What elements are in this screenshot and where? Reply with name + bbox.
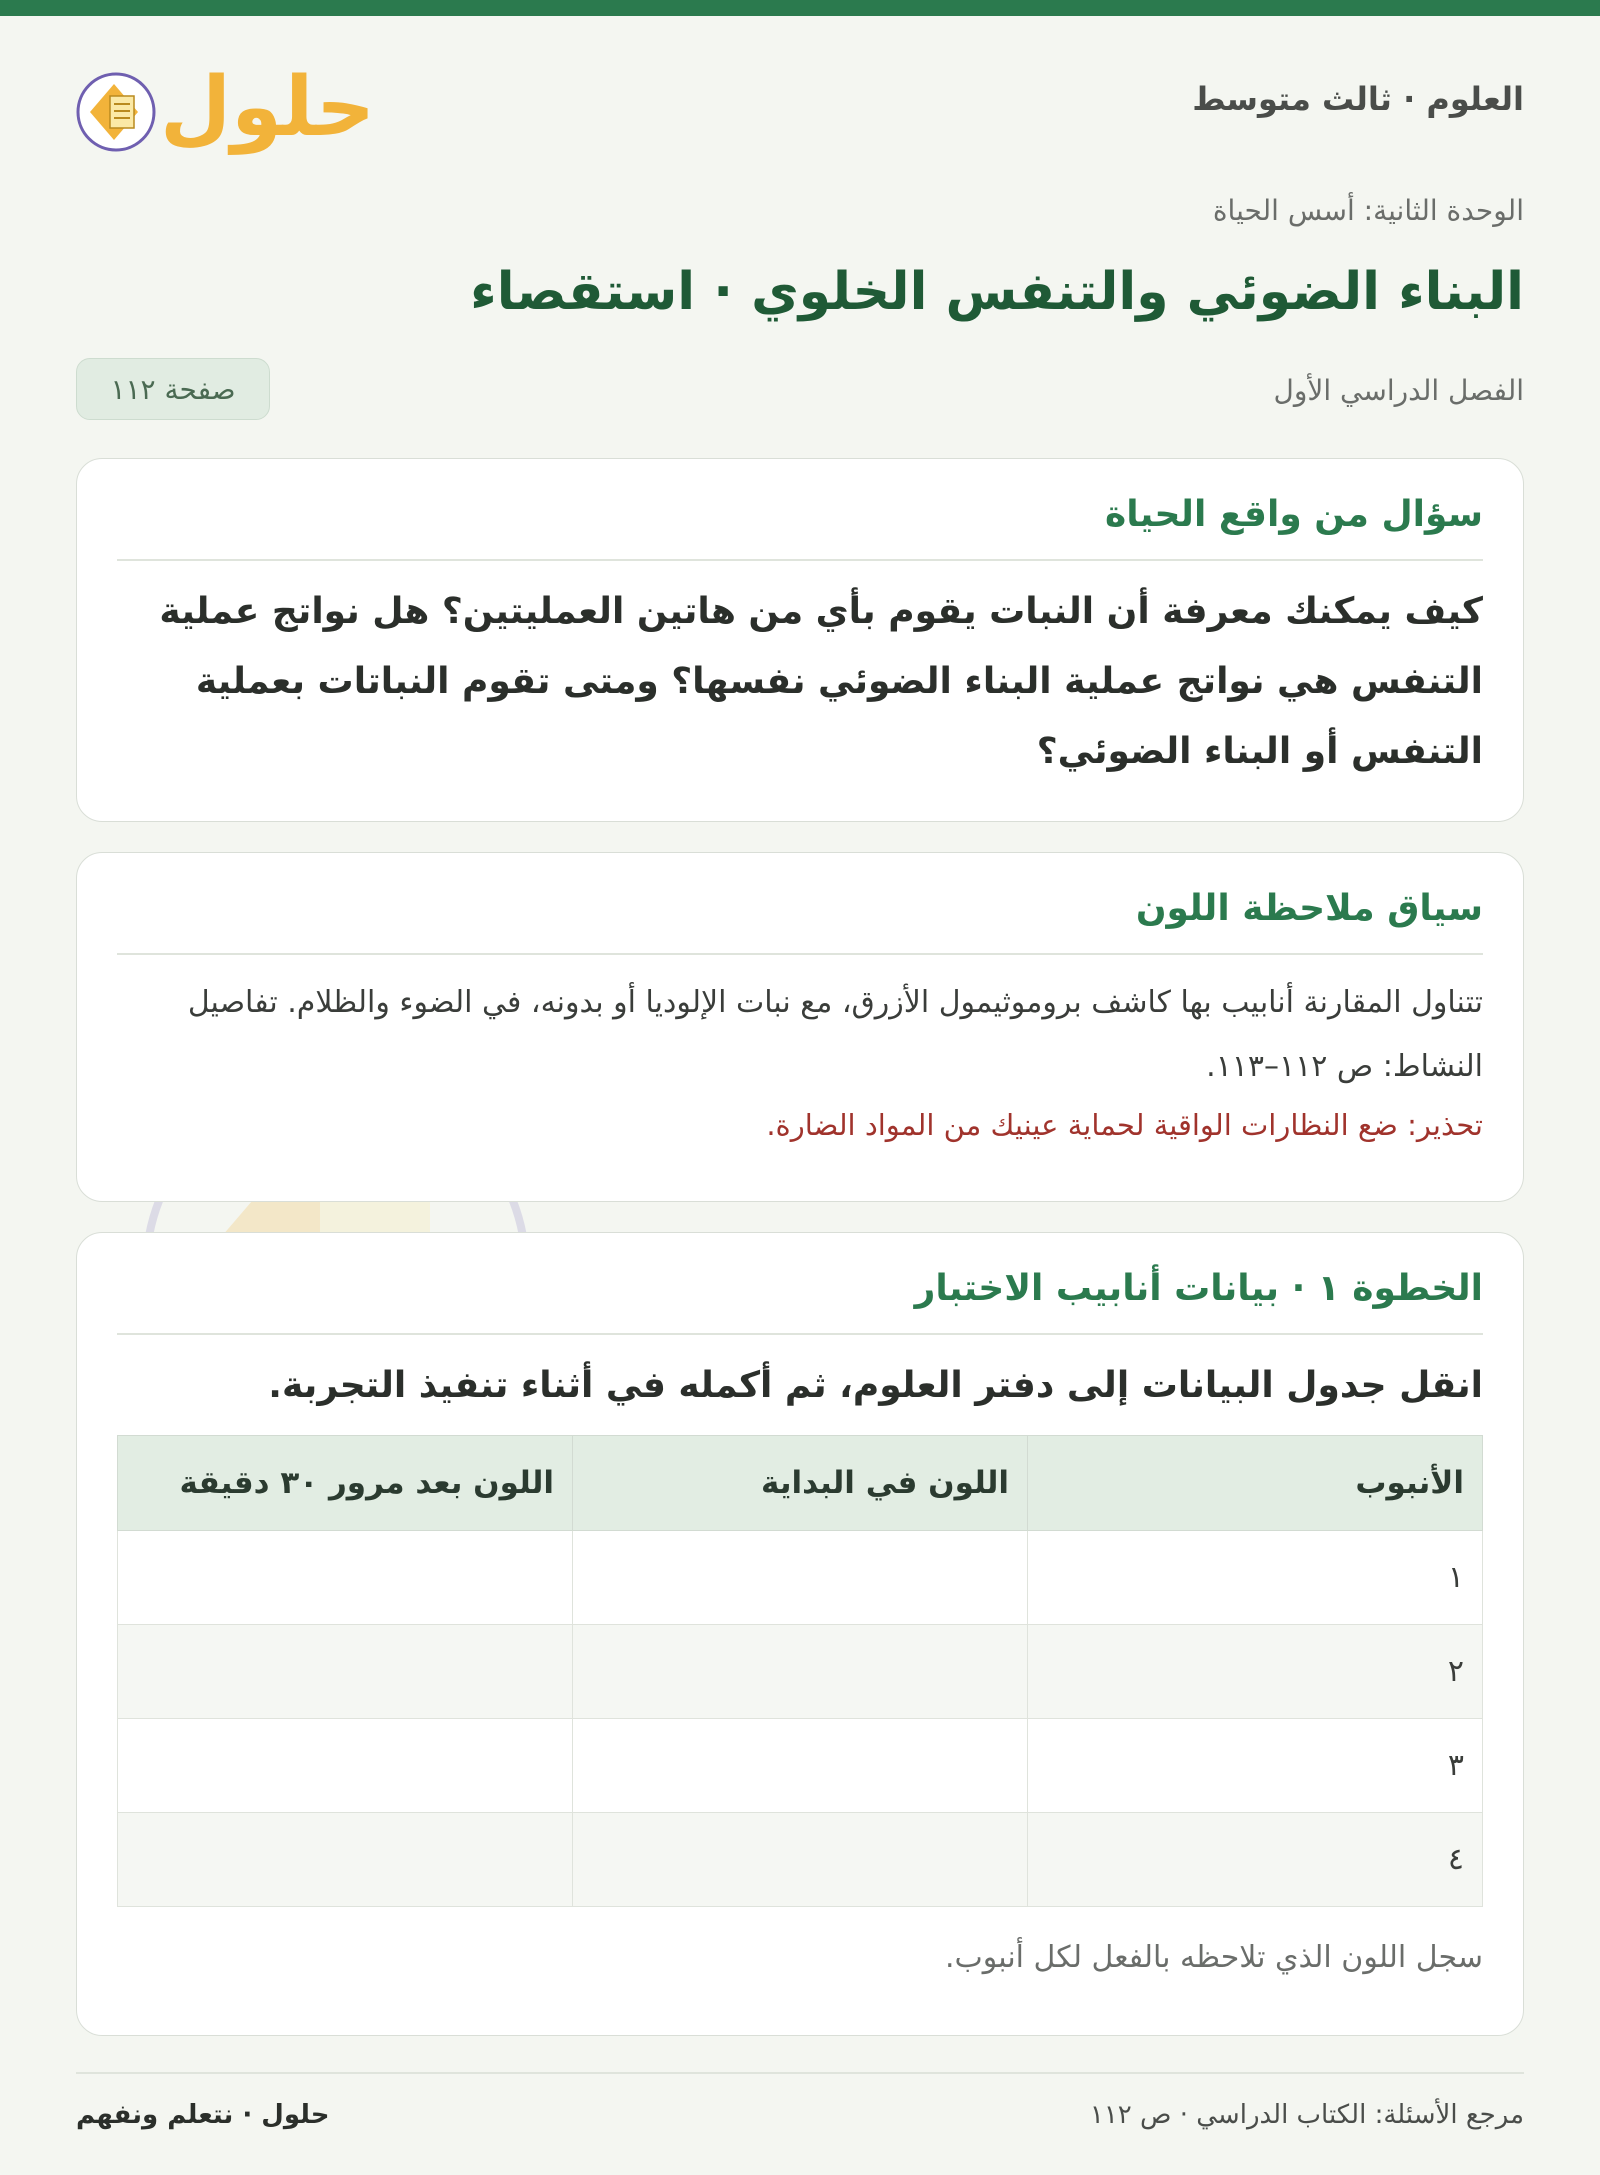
table-row — [118, 1531, 1483, 1625]
initial-color-cell[interactable] — [573, 1625, 1028, 1719]
safety-warning: تحذير: ضع النظارات الواقية لحماية عينيك من المواد الضارة. — [766, 1108, 1483, 1142]
term-label: الفصل الدراسي الأول — [1273, 374, 1524, 407]
footer-divider — [76, 2072, 1524, 2074]
step-instruction: انقل جدول البيانات إلى دفتر العلوم، ثم أكمله في أثناء تنفيذ التجربة. — [268, 1365, 1483, 1406]
footer-reference: مرجع الأسئلة: الكتاب الدراسي · ص ١١٢ — [1089, 2100, 1524, 2130]
column-header-tube: الأنبوب — [1028, 1436, 1483, 1531]
table-note: سجل اللون الذي تلاحظه بالفعل لكل أنبوب. — [944, 1940, 1483, 1975]
subject-label: العلوم · ثالث متوسط — [1192, 80, 1524, 118]
step-heading: الخطوة ١ · بيانات أنابيب الاختبار — [914, 1268, 1483, 1309]
divider — [117, 559, 1483, 561]
tube-number-cell: ١ — [1028, 1531, 1483, 1625]
tube-number-cell: ٣ — [1028, 1719, 1483, 1813]
context-text: تتناول المقارنة أنابيب بها كاشف بروموثيمول الأزرق، مع نبات الإلوديا أو بدونه، في الضوء والظلام. تفاصيل النشاط: ص ١١٢–١١٣. — [187, 985, 1483, 1084]
column-header-initial-color: اللون في البداية — [573, 1436, 1028, 1531]
initial-color-cell[interactable] — [573, 1531, 1028, 1625]
context-card — [76, 852, 1524, 1202]
page-title: البناء الضوئي والتنفس الخلوي · استقصاء — [470, 262, 1524, 322]
unit-label: الوحدة الثانية: أسس الحياة — [1212, 194, 1524, 227]
data-table — [117, 1435, 1483, 1907]
top-accent-bar — [0, 0, 1600, 16]
initial-color-cell[interactable] — [573, 1813, 1028, 1907]
divider — [117, 953, 1483, 955]
question-heading: سؤال من واقع الحياة — [1105, 494, 1483, 535]
step-card — [76, 1232, 1524, 2036]
tube-number-cell: ٤ — [1028, 1813, 1483, 1907]
column-header-color-after-30min: اللون بعد مرور ٣٠ دقيقة — [118, 1436, 573, 1531]
final-color-cell[interactable] — [118, 1531, 573, 1625]
final-color-cell[interactable] — [118, 1813, 573, 1907]
page-badge: صفحة ١١٢ — [76, 358, 270, 420]
question-text: كيف يمكنك معرفة أن النبات يقوم بأي من هاتين العمليتين؟ هل نواتج عملية التنفس هي نواتج عملية البناء الضوئي نفسها؟ ومتى تقوم النباتات بعملية التنفس أو البناء الضوئي؟ — [159, 591, 1483, 772]
tube-number-cell: ٢ — [1028, 1625, 1483, 1719]
question-card — [76, 458, 1524, 822]
page-header — [76, 52, 1524, 172]
table-row — [118, 1719, 1483, 1813]
brand-logo[interactable] — [76, 52, 376, 172]
final-color-cell[interactable] — [118, 1625, 573, 1719]
initial-color-cell[interactable] — [573, 1719, 1028, 1813]
logo-wordmark: حلول — [160, 60, 376, 155]
table-row — [118, 1625, 1483, 1719]
context-heading: سياق ملاحظة اللون — [1135, 888, 1483, 929]
final-color-cell[interactable] — [118, 1719, 573, 1813]
table-row — [118, 1813, 1483, 1907]
table-header-row — [118, 1436, 1483, 1531]
footer-brand[interactable]: حلول · نتعلم ونفهم — [76, 2100, 330, 2130]
divider — [117, 1333, 1483, 1335]
